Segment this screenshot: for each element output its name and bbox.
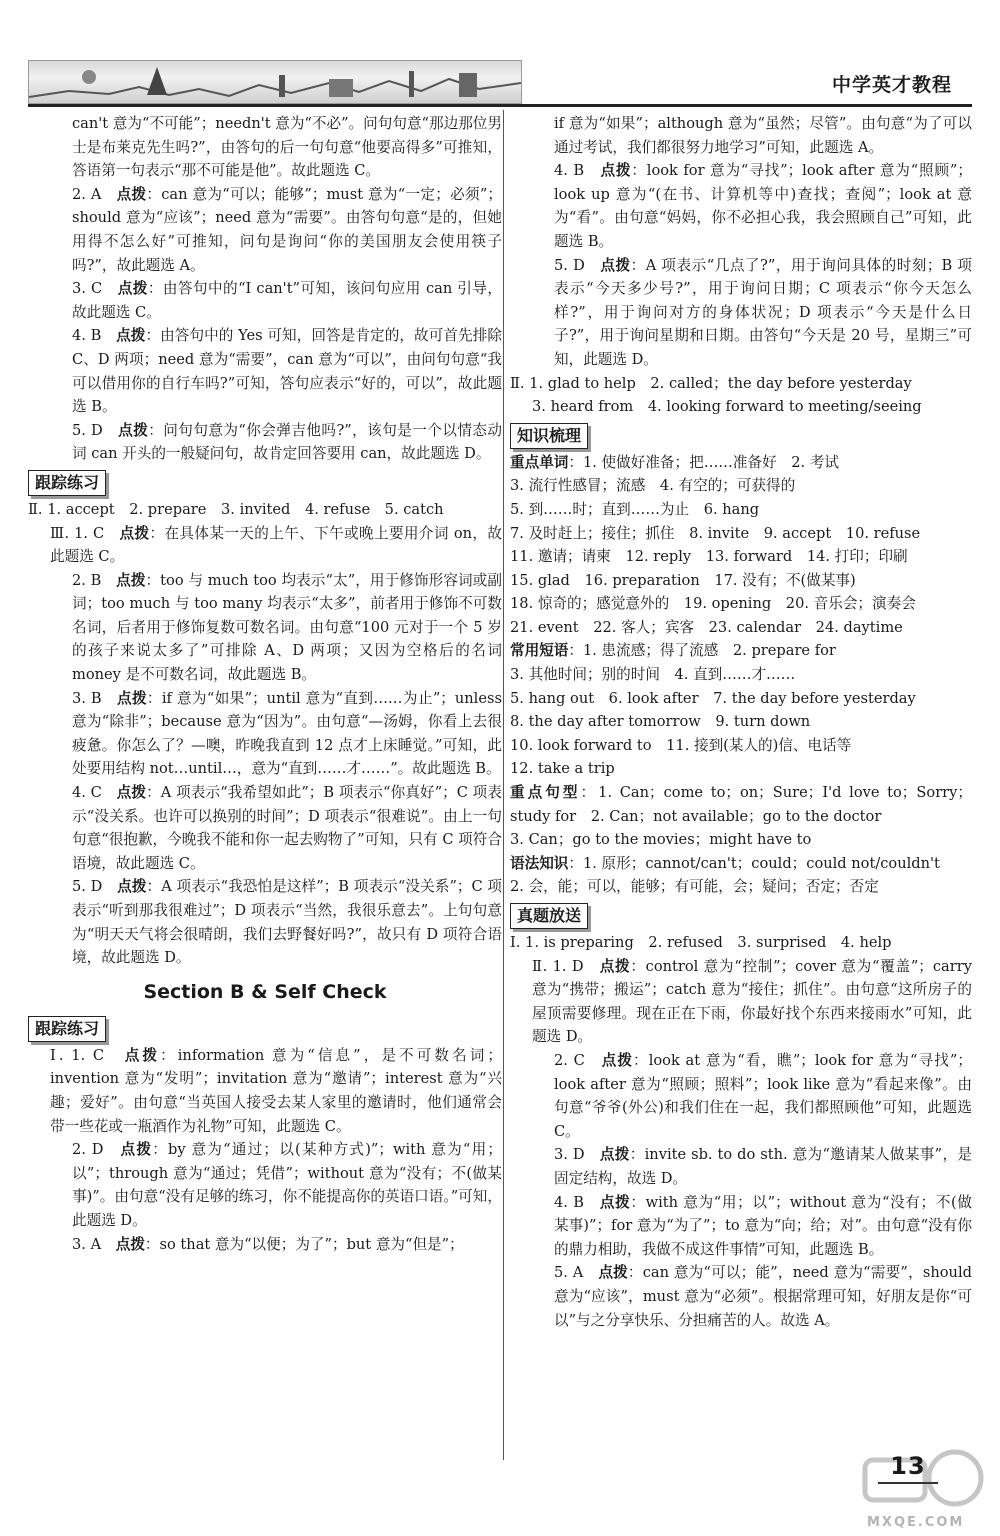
answer-text: 5. hang out 6. look after 7. the day before yesterday <box>510 689 916 707</box>
answer-text: ：invite sb. to do sth. 意为“邀请某人做某事”，是固定结构，故选 D。 <box>554 1146 972 1187</box>
answer-paragraph <box>28 419 502 466</box>
answer-paragraph <box>28 522 502 569</box>
header-banner-illustration <box>28 60 522 104</box>
section-heading <box>510 899 972 931</box>
answer-paragraph <box>510 592 972 616</box>
answer-paragraph <box>28 875 502 969</box>
answer-text: Ⅰ. 1. is preparing 2. refused 3. surprised 4. help <box>510 934 892 951</box>
answer-paragraph <box>28 498 502 522</box>
answer-text: ：control 意为“控制”；cover 意为“覆盖”；carry 意为“携带；搬运”；catch 意为“接住；抓住”。由句意“这所房子的屋顶需要修理。现在正在下雨，你最好找个东西来接雨水”可知，此题选 D。 <box>532 957 972 1046</box>
answer-text: Ⅱ. 1. accept 2. prepare 3. invited 4. refuse 5. catch <box>28 500 444 518</box>
question-number: 4. B <box>554 1193 584 1211</box>
answer-paragraph <box>28 183 502 277</box>
question-number: 2. D <box>72 1141 104 1159</box>
answer-paragraph <box>28 324 502 418</box>
page-header <box>28 60 972 106</box>
answer-paragraph <box>510 372 972 396</box>
section-heading <box>28 1012 502 1044</box>
answer-paragraph <box>510 1049 972 1143</box>
answer-paragraph <box>510 254 972 372</box>
answer-paragraph <box>510 522 972 546</box>
answer-text: ：if 意为“如果”；until 意为“直到……为止”；unless 意为“除非”；because 意为“因为”。由句意“—汤姆，你看上去很疲惫。你怎么了？—噢，昨晚我直到 12 点才上床睡觉。”可知，此处要用结构 not…until…，意为“直到……才……”。故此题选 B。 <box>72 689 502 778</box>
page-number: 13 <box>878 1452 938 1484</box>
answer-paragraph <box>28 569 502 687</box>
column-divider <box>503 110 504 1460</box>
answer-paragraph <box>510 112 972 159</box>
watermark-text: MXQE.COM <box>867 1515 965 1530</box>
right-column <box>510 112 972 1332</box>
answer-text: 18. 惊奇的；感觉意外的 19. opening 20. 音乐会；演奏会 <box>510 595 916 613</box>
header-rule <box>28 104 972 107</box>
answer-paragraph <box>510 395 972 419</box>
answer-paragraph <box>510 474 972 498</box>
question-number: 3. B <box>72 689 102 707</box>
answer-paragraph <box>28 781 502 875</box>
question-number: Ⅰ. 1. C <box>50 1046 104 1064</box>
hint-label: 点拨 <box>116 689 147 707</box>
answer-text: can't 意为“不可能”；needn't 意为“不必”。问句句意“那边那位男士是布莱克先生吗?”，由答句的后一句句意“他要高得多”可推知，答语第一句表示“那不可能是他”。故此题选 C。 <box>72 115 502 180</box>
answer-paragraph <box>510 569 972 593</box>
answer-text: 8. the day after tomorrow 9. turn down <box>510 713 811 731</box>
section-heading-label: 跟踪练习 <box>28 470 106 496</box>
question-number: Ⅱ. 1. D <box>532 957 584 975</box>
question-number: Ⅲ. 1. C <box>50 524 105 542</box>
hint-label: 点拨 <box>118 421 149 439</box>
hint-label: 点拨 <box>115 1235 145 1253</box>
answer-text: 2. 会，能；可以，能够；有可能，会；疑问；否定；否定 <box>510 878 879 896</box>
answer-paragraph <box>28 277 502 324</box>
answer-text: 10. look forward to 11. 接到(某人的)信、电话等 <box>510 736 852 754</box>
section-heading-label: 真题放送 <box>510 903 588 929</box>
hint-label: 点拨 <box>599 957 631 975</box>
hint-label: 点拨 <box>600 256 631 274</box>
section-heading <box>28 466 502 498</box>
answer-paragraph <box>28 1138 502 1232</box>
answer-paragraph <box>510 616 972 640</box>
answer-paragraph <box>510 159 972 253</box>
answer-text: 15. glad 16. preparation 17. 没有；不(做某事) <box>510 571 856 589</box>
answer-paragraph <box>510 545 972 569</box>
category-label: 重点单词 <box>510 453 569 471</box>
question-number: 3. C <box>72 280 103 298</box>
question-number: 4. C <box>72 784 102 802</box>
answer-text: ：so that 意为“以便；为了”；but 意为“但是”； <box>144 1235 464 1253</box>
hint-label: 点拨 <box>119 524 150 542</box>
answer-paragraph <box>510 955 972 1049</box>
skyline-illustration <box>29 61 521 103</box>
answer-paragraph <box>510 828 972 852</box>
answer-text: Ⅱ. 1. glad to help 2. called；the day before yesterday <box>510 374 912 392</box>
book-brand-title: 中学英才教程 <box>831 74 952 96</box>
answer-text: ：look for 意为“寻找”；look after 意为“照顾”；look up 意为“(在书、计算机等中)查找；查阅”；look at 意为“看”。由句意“妈妈，你不必担心我，我会照顾自己”可知，此题选 B。 <box>554 162 972 250</box>
question-number: 4. B <box>72 327 102 345</box>
question-number: 5. D <box>554 256 585 274</box>
answer-paragraph <box>510 639 972 663</box>
answer-text: ：1. Can；come to；on；Sure；I'd love to；Sorry；study for 2. Can；not available；go to the doctor <box>510 784 972 825</box>
category-label: 语法知识 <box>510 854 569 872</box>
answer-paragraph <box>510 451 972 475</box>
answer-text: ：由答句中的 Yes 可知，回答是肯定的，故可首先排除 C、D 两项；need 意为“需要”，can 意为“可以”，由问句句意“我可以借用你的自行车吗?”可知，答句应表示“好的，可以”，故此题选 B。 <box>72 327 502 416</box>
answer-text: ：can 意为“可以；能够”；must 意为“一定；必须”；should 意为“应该”；need 意为“需要”。由答句句意“是的，但她用得不怎么好”可推知，问句是询问“你的美国朋友会使用筷子吗?”，故此题选 A。 <box>72 185 502 274</box>
answer-text: ：with 意为“用；以”；without 意为“没有；不(做某事)”；for 意为“为了”；to 意为“向；给；对”。由句意“没有你的鼎力相助，我做不成这件事情”可知，此题选 B。 <box>554 1193 972 1258</box>
answer-text: 3. 流行性感冒；流感 4. 有空的；可获得的 <box>510 477 796 495</box>
answer-paragraph <box>510 663 972 687</box>
hint-label: 点拨 <box>117 878 147 896</box>
answer-paragraph <box>510 757 972 781</box>
answer-text: 11. 邀请；请柬 12. reply 13. forward 14. 打印；印刷 <box>510 548 908 566</box>
hint-label: 点拨 <box>124 1046 161 1064</box>
answer-text: 3. heard from 4. looking forward to meeting/seeing <box>532 398 922 416</box>
answer-text: ：can 意为“可以；能”，need 意为“需要”，should 意为“应该”，must 意为“必须”。根据常理可知，好朋友是你“可以”与之分享快乐、分担痛苦的人。故选 A。 <box>554 1264 972 1329</box>
answer-paragraph <box>28 112 502 183</box>
answer-paragraph <box>510 1191 972 1262</box>
answer-paragraph <box>510 710 972 734</box>
question-number: 2. B <box>72 571 102 589</box>
question-number: 5. A <box>554 1264 584 1282</box>
answer-text: ：问句句意为“你会弹吉他吗?”，该句是一个以情态动词 can 开头的一般疑问句，故肯定回答要用 can，故此题选 D。 <box>72 421 502 463</box>
answer-text: if 意为“如果”；although 意为“虽然；尽管”。由句意“为了可以通过考试，我们都很努力地学习”可知，此题选 A。 <box>554 115 972 156</box>
answer-text: ：too 与 much too 均表示“太”，用于修饰形容词或副词；too much 与 too many 均表示“太多”，前者用于修饰不可数名词，后者用于修饰复数可数名词。由句意“100 元对于一个 5 岁的孩子来说太多了”可排除 A、D 两项；又因为空格后的名词 money 是不可数名词，故此题选 B。 <box>72 571 502 684</box>
answer-text: ：A 项表示“我希望如此”；B 项表示“你真好”；C 项表示“没关系。也许可以换别的时间”；D 项表示“很难说”。由上一句句意“很抱歉，今晚我不能和你一起去购物了”可知，只有 C 项符合语境，故此题选 C。 <box>72 784 502 872</box>
answer-text: ：A 项表示“几点了?”，用于询问具体的时刻；B 项表示“今天多少号?”，用于询问日期；C 项表示“你今天怎么样?”，用于询问对方的身体状况；D 项表示“今天是什么日子?”，用于询问星期和日期。由答句“今天是 20 号，星期三”可知，此题选 D。 <box>554 256 972 368</box>
answer-text: ：在具体某一天的上午、下午或晚上要用介词 on，故此题选 C。 <box>50 524 502 566</box>
hint-label: 点拨 <box>116 784 147 802</box>
answer-paragraph <box>510 875 972 899</box>
answer-text: ：1. 原形；cannot/can't；could；could not/couldn't <box>568 854 940 872</box>
question-number: 5. D <box>72 421 103 439</box>
answer-paragraph <box>28 687 502 781</box>
hint-label: 点拨 <box>116 327 146 345</box>
hint-label: 点拨 <box>120 1141 153 1159</box>
answer-paragraph <box>510 498 972 522</box>
answer-text: ：A 项表示“我恐怕是这样”；B 项表示“没关系”；C 项表示“听到那我很难过”；D 项表示“当然，我很乐意去”。上句句意为“明天天气将会很晴朗，我们去野餐好吗?”，故只有 D 项符合语境，故此题选 D。 <box>72 878 502 967</box>
hint-label: 点拨 <box>116 571 146 589</box>
answer-text: ：1. 使做好准备；把……准备好 2. 考试 <box>568 453 840 471</box>
answer-text: ：information 意为“信息”，是不可数名词；invention 意为“发明”；invitation 意为“邀请”；interest 意为“兴趣；爱好”。由句意“当英国人接受去某人家里的邀请时，他们通常会带一些花或一瓶酒作为礼物”可知，此题选 C。 <box>50 1046 502 1135</box>
question-number: 3. A <box>72 1235 102 1253</box>
question-number: 3. D <box>554 1146 585 1164</box>
answer-paragraph <box>510 687 972 711</box>
category-label: 常用短语 <box>510 642 569 660</box>
answer-paragraph <box>28 1233 502 1257</box>
answer-paragraph <box>510 734 972 758</box>
category-label: 重点句型 <box>510 784 581 802</box>
hint-label: 点拨 <box>600 162 632 180</box>
answer-text: 3. 其他时间；别的时间 4. 直到……才…… <box>510 666 796 684</box>
answer-paragraph <box>510 931 972 955</box>
section-heading <box>510 419 972 451</box>
answer-text: ：由答句中的“I can't”可知，该问句应用 can 引导，故此题选 C。 <box>72 280 502 321</box>
hint-label: 点拨 <box>598 1264 628 1282</box>
hint-label: 点拨 <box>599 1193 631 1211</box>
hint-label: 点拨 <box>599 1146 630 1164</box>
answer-paragraph <box>510 1143 972 1190</box>
answer-text: ：1. 患流感；得了流感 2. prepare for <box>568 642 836 660</box>
left-column <box>28 112 502 1256</box>
answer-text: ：by 意为“通过；以(某种方式)”；with 意为“用；以”；through 意为“通过；凭借”；without 意为“没有；不(做某事)”。由句意“没有足够的练习，你不能提高你的英语口语。”可知，此题选 D。 <box>72 1141 502 1229</box>
answer-text: 3. Can；go to the movies；might have to <box>510 831 812 849</box>
answer-text: 21. event 22. 客人；宾客 23. calendar 24. daytime <box>510 618 903 636</box>
question-number: 2. C <box>554 1051 585 1069</box>
answer-text: 5. 到……时；直到……为止 6. hang <box>510 500 760 518</box>
question-number: 4. B <box>554 162 585 180</box>
answer-text: ：look at 意为“看，瞧”；look for 意为“寻找”；look after 意为“照顾；照料”；look like 意为“看起来像”。由句意“爷爷(外公)和我们住在一起，我们都照顾他”可知，此题选 C。 <box>554 1051 972 1140</box>
section-title: Section B & Self Check <box>143 980 387 1003</box>
section-heading-label: 跟踪练习 <box>28 1016 106 1042</box>
answer-paragraph <box>28 1044 502 1138</box>
hint-label: 点拨 <box>601 1051 634 1069</box>
hint-label: 点拨 <box>117 280 148 298</box>
answer-paragraph <box>510 852 972 876</box>
answer-paragraph <box>510 1261 972 1332</box>
hint-label: 点拨 <box>116 185 147 203</box>
answer-text: 12. take a trip <box>510 760 615 778</box>
answer-paragraph <box>510 781 972 828</box>
question-number: 5. D <box>72 878 103 896</box>
answer-text: 7. 及时赶上；接住；抓住 8. invite 9. accept 10. refuse <box>510 524 921 542</box>
section-heading-label: 知识梳理 <box>510 423 588 449</box>
question-number: 2. A <box>72 185 102 203</box>
